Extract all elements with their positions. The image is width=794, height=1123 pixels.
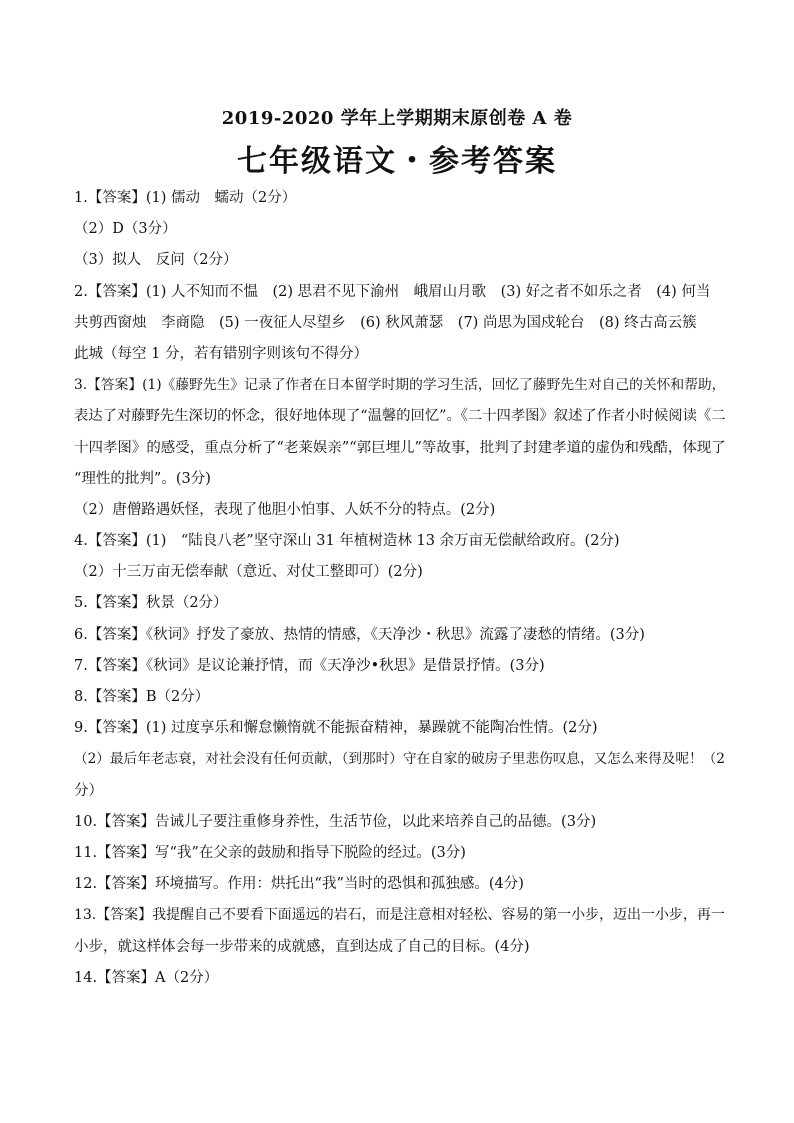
answer-line: 13.【答案】我提醒自己不要看下面遥远的岩石，而是注意相对轻松、容易的第一小步，迈出一小步，再一 bbox=[74, 907, 725, 924]
answer-line: 3.【答案】(1)《藤野先生》记录了作者在日本留学时期的学习生活，回忆了藤野先生对自己的关怀和帮助， bbox=[74, 377, 726, 394]
answer-line: 9.【答案】(1) 过度享乐和懈怠懒惰就不能振奋精神，暴躁就不能陶冶性情。(2分) bbox=[74, 720, 598, 737]
answer-line: 6.【答案】《秋词》抒发了豪放、热情的情感，《天净沙・秋思》流露了凄愁的情绪。(3分) bbox=[74, 626, 645, 643]
answer-line: 5.【答案】秋景（2分） bbox=[74, 595, 228, 612]
answer-line: （3）拟人 反问（2分） bbox=[74, 252, 238, 269]
answer-line: 分） bbox=[74, 782, 103, 799]
answer-line: 14.【答案】A（2分） bbox=[74, 969, 219, 986]
answer-line: 4.【答案】(1) “陆良八老”坚守深山 31 年植树造林 13 余万亩无偿献给政府。(2分) bbox=[74, 533, 620, 550]
answer-line: 十四孝图》的感受，重点分析了“老莱娱亲”“郭巨埋儿”等故事，批判了封建孝道的虚伪和残酷，体现了 bbox=[74, 439, 726, 456]
answer-line: （2）十三万亩无偿奉献（意近、对仗工整即可）(2分) bbox=[74, 564, 423, 581]
answer-line: 10.【答案】告诫儿子要注重修身养性，生活节俭，以此来培养自己的品德。(3分) bbox=[74, 813, 597, 830]
answer-line: 此城（每空 1 分，若有错别字则该句不得分） bbox=[74, 345, 368, 362]
answer-line: 7.【答案】《秋词》是议论兼抒情，而《天净沙•秋思》是借景抒情。(3分) bbox=[74, 657, 545, 674]
answer-line: 表达了对藤野先生深切的怀念，很好地体现了“温馨的回忆”。《二十四孝图》叙述了作者小时候阅读《二 bbox=[74, 408, 726, 425]
answer-line: 11.【答案】写“我”在父亲的鼓励和指导下脱险的经过。(3分) bbox=[74, 844, 466, 861]
answer-line: （2）唐僧路遇妖怪，表现了他胆小怕事、人妖不分的特点。(2分) bbox=[74, 501, 496, 518]
answer-line: 1.【答案】(1) 儒动 蠕动（2分） bbox=[74, 190, 297, 206]
answer-line: 12.【答案】环境描写。作用：烘托出“我”当时的恐惧和孤独感。(4分) bbox=[74, 876, 524, 893]
answer-list bbox=[74, 183, 726, 994]
page-title: 七年级语文・参考答案 bbox=[237, 144, 557, 179]
answer-line: 8.【答案】B（2分） bbox=[74, 689, 210, 705]
answer-line: （2）D（3分） bbox=[74, 221, 177, 238]
answer-line: 共剪西窗烛 李商隐 (5) 一夜征人尽望乡 (6) 秋风萧瑟 (7) 尚思为国戍轮台 (8) 终古高云簇 bbox=[74, 314, 697, 331]
answer-line: “理性的批判”。(3分) bbox=[74, 470, 211, 487]
answer-line: （2）最后年老志衰，对社会没有任何贡献，（到那时）守在自家的破房子里悲伤叹息，又怎么来得及呢！（2 bbox=[74, 751, 725, 768]
answer-line: 小步，就这样体会每一步带来的成就感，直到达成了自己的目标。(4分) bbox=[74, 938, 530, 955]
exam-subtitle: 2019-2020 学年上学期期末原创卷 A 卷 bbox=[221, 108, 573, 129]
answer-line: 2.【答案】(1) 人不知而不愠 (2) 思君不见下渝州 峨眉山月歌 (3) 好之者不如乐之者 (4) 何当 bbox=[74, 283, 711, 300]
